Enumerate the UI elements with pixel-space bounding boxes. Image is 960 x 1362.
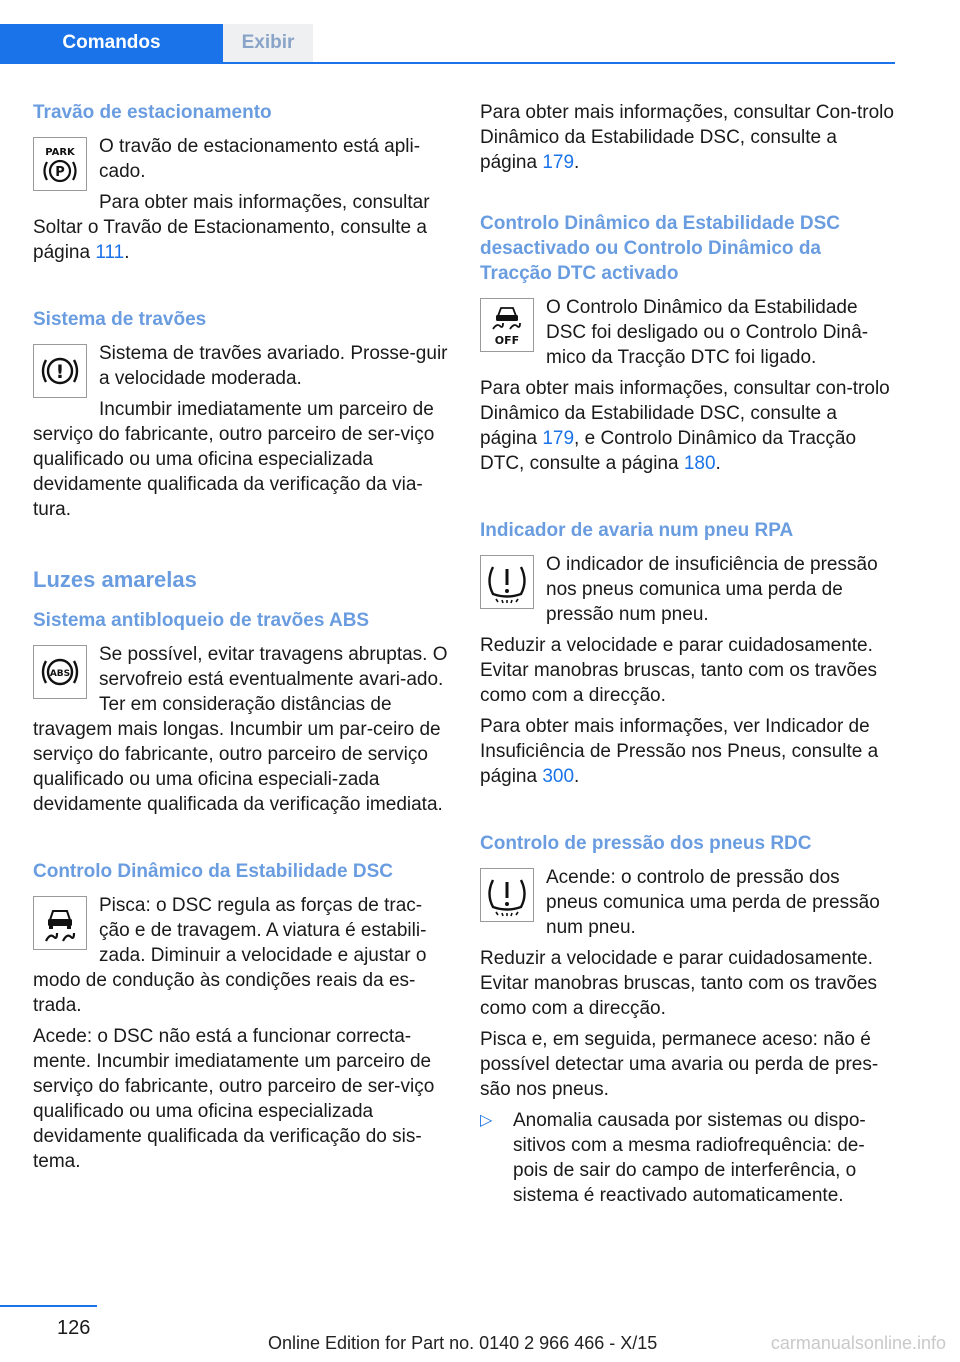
tab-comandos[interactable]: Comandos [0,24,223,62]
dsc-off-text-2: Para obter mais informações, consultar con‐trolo Dinâmico da Estabilidade DSC, consulte a página 179, e Controlo Dinâmico da Tracção DTC, consulte a página 180. [480,378,890,474]
page-link-179[interactable]: 179 [542,152,575,173]
rpa-text-1: O indicador de insuficiência de pressão nos pneus comunica uma perda de pressão num pneu. [546,554,878,625]
right-column [480,100,895,1214]
dsc-off-section [480,295,895,482]
parking-brake-section [33,134,448,271]
rpa-section [480,552,895,795]
edition-text: Online Edition for Part no. 0140 2 966 466 - X/15 [268,1333,658,1353]
abs-icon [33,645,87,699]
dsc-text-1: Pisca: o DSC regula as forças de trac‐ção e de travagem. A viatura é estabili‐zada. Diminuir a velocidade e ajustar o modo de condução às condições reais da es‐trada. [33,895,427,1016]
yellow-lights-heading: Luzes amarelas [33,567,197,592]
abs-text-1: Se possível, evitar travagens abruptas. O servofreio está eventualmente avari‐ado. Ter em consideração distâncias de travagem mais longas. Incumbir um par‐ceiro de serviço do fabricante, outro parceiro de serviço qualificado ou uma oficina especiali‐zada devidamente qualificada da verificação imediata. [33,644,448,815]
dsc-section [33,893,448,1180]
dsc-car-skid-icon [33,896,87,950]
tab-exibir[interactable]: Exibir [223,24,313,62]
tire-pressure-icon [480,555,534,609]
footer-rule [0,1305,97,1307]
dsc-off-heading: Controlo Dinâmico da Estabilidade DSC desactivado ou Controlo Dinâmico da Tracção DTC activado [480,213,840,284]
rdc-text-3: Pisca e, em seguida, permanece aceso: não é possível detectar uma avaria ou perda de pres‐são nos pneus. [480,1029,879,1100]
parking-brake-text-1: O travão de estacionamento está apli‐cado. [99,136,421,182]
page-link-111[interactable]: 111 [95,242,125,263]
abs-heading: Sistema antibloqueio de travões ABS [33,610,370,631]
parking-brake-icon [33,137,87,191]
brake-system-text-1: Sistema de travões avariado. Prosse‐guir a velocidade moderada. [99,343,448,389]
header-tabs [0,24,895,64]
rdc-section [480,865,895,1214]
dsc-heading: Controlo Dinâmico da Estabilidade DSC [33,861,393,882]
abs-section [33,642,448,823]
rdc-heading: Controlo de pressão dos pneus RDC [480,833,812,854]
page-link-300[interactable]: 300 [542,766,575,787]
dsc-info-text: Para obter mais informações, consultar Con‐trolo Dinâmico da Estabilidade DSC, consulte a página 179. [480,102,894,173]
left-column [33,100,448,1180]
brake-system-heading: Sistema de travões [33,309,207,330]
rdc-bullet-item: ▷ Anomalia causada por sistemas ou dispo‐sitivos com a mesma radiofrequência: de‐pois de sair do campo de interferência, o sistema é reactivado automaticamente. [480,1110,866,1206]
rpa-heading: Indicador de avaria num pneu RPA [480,520,794,541]
park-icon-label: PARK [45,147,75,158]
watermark: carmanualsonline.info [770,1333,946,1353]
brake-icon-glyph: ! [55,361,65,383]
dsc-off-icon [480,298,534,352]
page-link-179-b[interactable]: 179 [542,428,575,449]
rpa-text-2: Reduzir a velocidade e parar cuidadosamente. Evitar manobras bruscas, tanto com os travões como com a direcção. [480,635,878,706]
page-number: 126 [57,1317,91,1339]
park-icon-letter: P [55,165,65,180]
triangle-bullet-icon: ▷ [480,1112,493,1129]
dsc-text-2: Acede: o DSC não está a funcionar correcta‐mente. Incumbir imediatamente um parceiro de serviço do fabricante, outro parceiro de ser‐viço qualificado ou uma oficina especializada devidamente qualificada da verificação do sis‐tema. [33,1026,435,1172]
brake-system-section [33,341,448,528]
abs-icon-label: ABS [49,669,71,679]
rdc-text-2: Reduzir a velocidade e parar cuidadosamente. Evitar manobras bruscas, tanto com os travões como com a direcção. [480,948,878,1019]
rdc-text-1: Acende: o controlo de pressão dos pneus comunica uma perda de pressão num pneu. [546,867,880,938]
parking-brake-text-2: Para obter mais informações, consultar Soltar o Travão de Estacionamento, consulte a página 111. [33,192,430,263]
brake-system-text-2: Incumbir imediatamente um parceiro de serviço do fabricante, outro parceiro de ser‐viço qualificado ou uma oficina especializada devidamente qualificada da verificação da via‐tura. [33,399,435,520]
rpa-text-3: Para obter mais informações, ver Indicador de Insuficiência de Pressão nos Pneus, consulte a página 300. [480,716,879,787]
tire-pressure-icon-rdc [480,868,534,922]
page-link-180[interactable]: 180 [683,453,716,474]
parking-brake-heading: Travão de estacionamento [33,102,272,123]
dsc-off-text-1: O Controlo Dinâmico da Estabilidade DSC foi desligado ou o Controlo Dinâ‐mico da Tracção DTC foi ligado. [546,297,869,368]
brake-warning-icon [33,344,87,398]
dsc-off-icon-label: OFF [494,334,520,347]
